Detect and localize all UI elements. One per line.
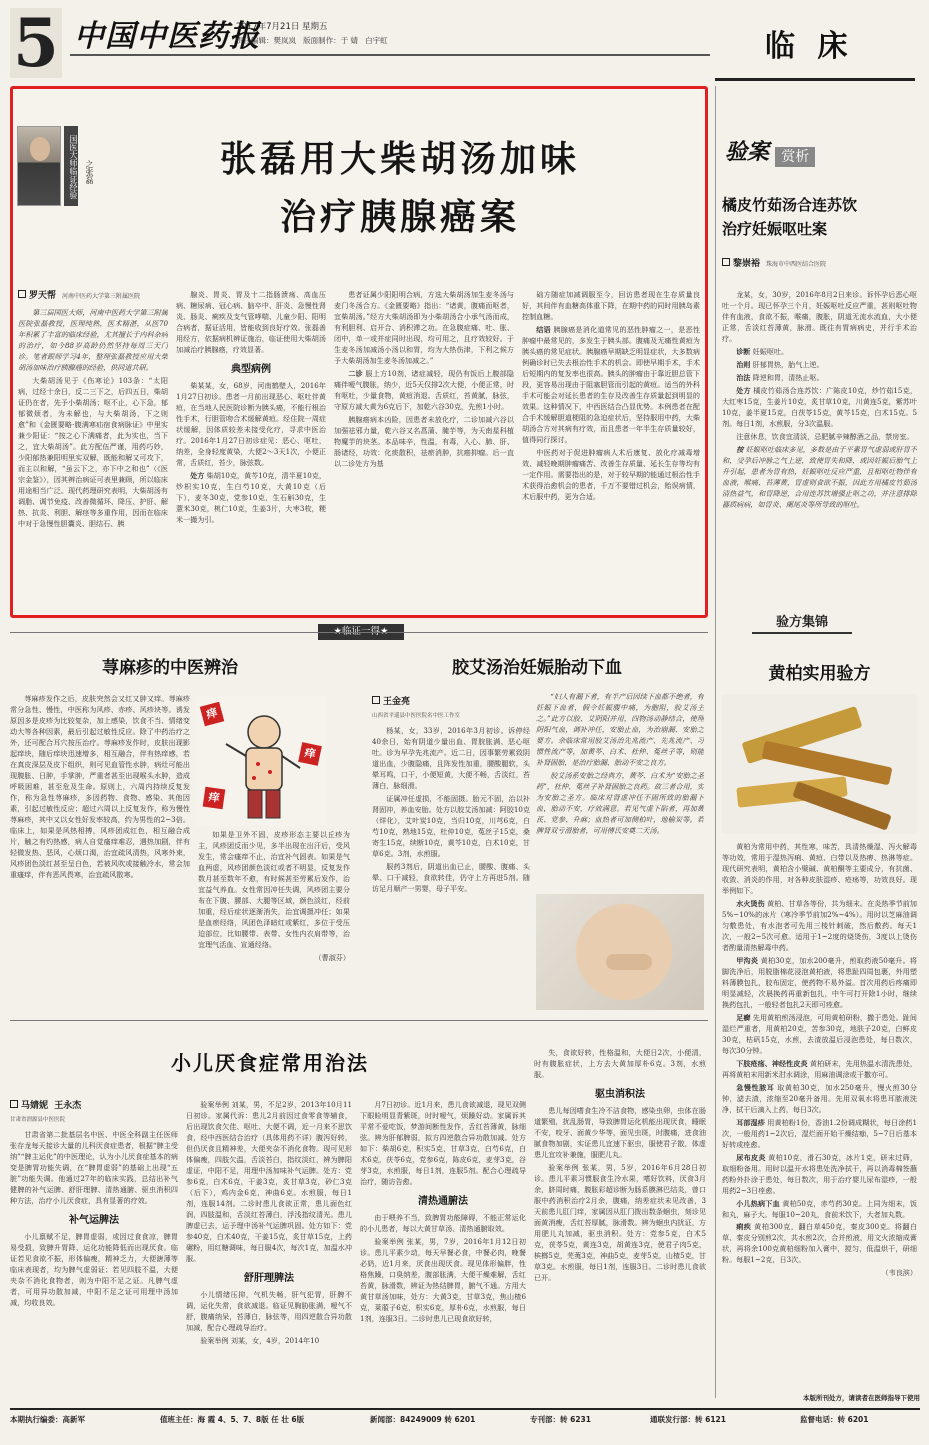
feature-col1 — [18, 376, 168, 612]
byline-box-icon — [372, 696, 380, 704]
itch-label-1: 痒 — [200, 702, 224, 726]
appreciation-title-1: 橘皮竹茹汤合连苏饮 — [722, 196, 858, 214]
byline-box-icon — [722, 258, 730, 266]
formula-item-label: 耳部湿疹 — [736, 1117, 765, 1127]
formula-item-label: 下肢疮疡、神经性皮炎 — [736, 1058, 808, 1068]
aiwei-affiliation: 山西省平遥县中医医院名中医工作室 — [372, 713, 461, 719]
children-author2: 王永杰 — [54, 1101, 82, 1111]
feature-title-line2: 治疗胰腺癌案 — [279, 197, 520, 238]
feature-intro — [18, 308, 168, 374]
formula-item-text: 黄柏30克，加水200毫升，煎取药液50毫升。将脚洗净后，用脱脂棉花浸泡黄柏液，将患趾四周包裹，外用塑料薄膜包扎，胶布固定，使药物不易外溢。首次用药后疼痛即明显减轻，次晨换药再重新包扎，中午可打开除1小时，继续换药包扎，一般轻者包扎2天即可痊愈。 — [722, 955, 917, 1009]
formula-item-text: 黄柏300克，翻白草450克，秦皮300克。将翻白草、秦皮分别煎2次，共水煎2次，合并煎液，用文火浓缩成膏状，再将余100克黄柏细粉加入膏中，搅匀，低温烘干，研细粉。每服1~2克，日3次。 — [722, 1222, 917, 1265]
formula-title: 黄柏实用验方 — [768, 664, 871, 684]
portrait-head — [30, 137, 50, 161]
formula-body — [722, 842, 917, 1394]
rx2-text: 服上方10剂，诸症减轻，现仍有饭后上腹部隐痛伴嗳气腹胀，纳少，近5天仅排2次大便，小便正常，时有呕吐，少量食物，黄疸消退。舌质红，苔黄腻，脉弦，守原方减大黄为6克后下，加乾六谷30克，先煎1小时。 — [334, 368, 514, 411]
method-label: 治法 — [736, 372, 751, 382]
masthead-rule — [70, 54, 710, 56]
byline-box-icon — [18, 290, 26, 298]
aiwei-quote-text: “妇人有漏下者，有半产后因续下血都不绝者，有妊娠下血者，假令妊娠腹中痛，为胞阻，胶艾汤主之。”此方以胶、艾阴阳并用，四物汤动静结合，使理阴阳气血，调补冲任，安胎止血，为治崩漏、安胎之要方。余临床常用胶艾汤治先兆流产、先兆流产、习惯性流产等，加黄芩、白术、杜仲、菟丝子等，则能补肾固胎，是治疗胎漏、胎动不安之良方。 — [536, 692, 704, 767]
aiwei-col1c-text: 服药3剂后，阴道出血已止，腰酸、腹痛、头晕、口干减轻，食欲转佳，仍守上方再进5剂。随访足月顺产一男婴，母子平安。 — [372, 861, 530, 893]
formula-item-text: 取黄柏30克，加水250毫升，慢火煎30分钟，滤去渣，浓缩至20毫升备用。先用双氧水将患耳脓液洗净，拭干后滴入上药，每日3次。 — [722, 1082, 917, 1114]
feature-col4a-text: 础方随症加减调服至今，回访患者现在生存质量良好，其间伴有血糖高体重下降，在期中药的同时用胰岛素控制血糖。 — [522, 290, 700, 321]
feature-author: 罗天帮 — [29, 291, 57, 301]
formula-item-label: 水火烫伤 — [736, 898, 765, 908]
belly-shape — [576, 904, 672, 1000]
pattern-label: 治则 — [736, 359, 751, 369]
appreciation-byline — [722, 258, 912, 272]
footer-mid2: 新闻部：84249009 转 6201 — [370, 1415, 476, 1424]
summary-text: 胰腺癌是消化道常见的恶性肿瘤之一，是恶性肿瘤中最常见的，多发生于胰头部。腹痛及无痛性黄疸为胰头癌的常见症状。胰腺癌早期缺乏明显症状，大多数病例确诊时已失去根治性手术的机会。即使早期手术，手术后短期内的复发率也很高。胰头的肿瘤由于靠近胆总管下段，更容易出现由于阻塞胆管而引起的黄疸。适当的外科手术可能会对延长患者的生存及改善生存质量起到明显的效果。这种情况下，中西医结合凸显优势。本例患者在配合手术缓解胆道梗阻的急迫症状后，坚持服用中药，大柴胡汤合方对其病有疗效，而且患者一年半生存质量较好，值得同行探讨。 — [522, 324, 700, 444]
formula-item-text: 黄柏、甘草各等份，共为细末。在炎热季节前加5%~10%的冰片（寒冷季节前加2%~4%）。用时以芝麻油调匀敷患处，有水泡者可先用三棱针刺破，然后敷药。每天1次，一般2~5次可愈。适用于1~2度的烧烫伤，3度以上烫伤者酌量清热解毒中药。 — [722, 898, 917, 952]
urticaria-col1-text: 荨麻疹发作之后，皮肤突然会又红又肿又痒。荨麻疹常分急性、慢性，中医称为风疹、赤疹、风疹块等。诱发原因多是皮疹为比较复杂，加上感染，饮食不当、情绪变动大等各种因素，最后引起过敏性反应。除了中药治疗之外，还可配合耳穴按压治疗。荨麻疹发作时，皮肤出现影起痒块，随后痒块迅速增多，相互融合，伴有热痒感，若在真皮深层及皮下组织，则可见血管性水肿，病灶可能出现腹胀、日肿，手掌肿，严重者甚至出现喉头水肿，造成呼吸困难，甚至危及生命。原则上，六周内持续反复发作，称为急性荨麻疹，多因药物、食物、感染、其他因素，引起过敏性反应；超过六周以上反复发作，称为慢性荨麻疹，其中又以女性好发率较高，约为男性的2~3倍。临床上，如果是风热相搏，风疹团成红色，相互融合成片，触之有灼热感，病人自觉瘙痒难忍，遇热加剧，伴有轻微发热、恶风，心烦口渴，治宜疏风清热，风寒外束，风疹团色淡红甚至呈白色，若被风吹或接触冷水，常会加重瘙痒，伴有恶风畏寒，治宜疏风散寒。 — [10, 694, 190, 879]
page-number: 5 — [10, 8, 62, 78]
feature-col2b-text: 柴某某，女，68岁，河南鹤壁人，2016年1月27日初诊。患者一月前出现恶心、呕吐伴黄疸，在当地人民医院诊断为胰头癌，不能行根治性手术，行胆管吻合术缓解黄疸。经住院一周症状缓解，因体质较差未接受化疗，寻求中医治疗。2016年1月27日初诊症见：恶心、呕吐，纳差，全身轻度黄染，大便2～3天1次，小便正常，舌质红，苔少，脉弦数。 — [176, 381, 326, 468]
urticaria-col2-text: 如果是卫外不固，皮疹形态主要以丘疹为主，风疹团反而少见，多半出现在出汗后，受风发生，常会瘙痒不止，治宜补气固表。如果是气血两虚，风疹团颜色淡红或者不明显，反复发作数月甚至数年不愈，有时候甚至劳累后发作，治宜益气养血。女性常因冲任失调，风疹团主要分布在下腹、腰部、大腿等区域，颜色淡红，经前加重，经后症状逐渐消失，治宜调摄冲任；如果是血瘀经络，风团色泽暗红或紫红，多位于受压迫部位，比如腰带、表带、女性内衣肩带等，治宜理气活血、宣通经络。 — [198, 830, 350, 949]
appreciation-header — [725, 136, 915, 166]
column-tag: 国医大师临证经验 — [64, 126, 78, 206]
children-h4: 驱虫消积法 — [595, 1088, 645, 1100]
urticaria-col1 — [10, 694, 190, 1010]
children-h1: 补气运脾法 — [69, 1214, 119, 1226]
children-h2: 舒肝理脾法 — [244, 1272, 294, 1284]
appreciation-body1: 龙某，女，30岁，2016年8月2日来诊。诉怀孕后恶心呕吐一个月。现已怀孕三个月，妊娠呕吐反应严重，甚则呕吐物伴有血液，食欲不振，喉痛，腹胀，阴道无流水流血，大小便正常，舌淡红苔薄黄，脉滑。既往有胃病病史，并行手术治疗。 — [722, 290, 917, 343]
formula-item-text: 先用黄柏煎汤浸泡，可用黄柏研粉，撒于患处。趾间湿烂严重者，用黄柏20克，苦参30克，地肤子20克，白鲜皮30克，枯矾15克，水煎，去渣放温后浸泡患处，每日数次，每次30分钟。 — [722, 1012, 917, 1055]
footer-mid4: 通联发行部：转 6121 — [650, 1415, 726, 1424]
formula-item-text: 用黄柏粉1份，香油1.2份调成糊状，每日涂药1次，一般用药1~2次后，湿烂面开始干燥结痂，5~7日后基本好转或痊愈。 — [722, 1117, 917, 1149]
diag-label: 诊断 — [736, 346, 751, 356]
aiwei-quote — [536, 692, 704, 890]
footer-mid3: 专刊部：转 6231 — [530, 1415, 591, 1424]
feature-title-line1: 张磊用大柴胡汤加味 — [219, 139, 580, 180]
feature-col4 — [522, 290, 700, 612]
formula-item-label: 小儿热病下血 — [736, 1198, 780, 1208]
analysis-label: 按 — [736, 444, 744, 454]
appreciation-author: 黎崇裕 — [733, 259, 761, 269]
pattern-text: 肝郁胃热，胎气上逆。 — [752, 359, 824, 369]
children-p3: 由于喂养不当，致脾胃功能障碍，不能正常运化的小儿患者，每以大黄甘草汤、清热通腑取效。 — [360, 1213, 526, 1234]
formula-item-label: 痢疾 — [736, 1222, 752, 1232]
rx-text: 橘皮竹茹汤合连苏饮：广陈皮10克，炒竹茹15克，大红枣15克，生姜片10克，炙甘草10克，川黄连5克，紫苏叶10克，姜半夏15克，白茯苓15克，黄芩15克，白术15克。5剂。每日1剂，水煎服，分3次温服。 — [722, 385, 917, 428]
appreciation-header-label2: 赏析 — [775, 147, 815, 167]
children-h3: 清热通腑法 — [418, 1195, 468, 1207]
children-title: 小儿厌食症常用治法 — [171, 1051, 369, 1075]
author-photo — [17, 126, 61, 206]
children-col4 — [534, 1048, 706, 1398]
children-p2: 小儿情绪压抑，气机失畅，肝气犯胃，肝脾不调，运化失常，食欲减退。临证见胸胁胀满，嗳气不舒，腹痛纳呆，苔薄白，脉弦等，用四逆散合异功散加减，配合心理疏导治疗。 — [186, 1290, 352, 1333]
byline-box-icon — [10, 1100, 18, 1108]
feature-col4b-text: 中医药对于促进肿瘤病人术后康复、放化疗减毒增效、减轻晚期肿瘤痛苦、改善生存质量、延长生存等均有一定作用。需要指出的是，对于较早期的能通过根治性手术获得治愈机会的患者，千万不要错过机会，贻误病情，术后服中药，更为合适。 — [522, 447, 700, 501]
formula-item-label: 尿布皮炎 — [736, 1152, 766, 1162]
huangbai-photo — [722, 694, 917, 834]
urticaria-title: 荨麻疹的中医辨治 — [102, 658, 238, 678]
column-person: 之张磊 — [85, 160, 94, 184]
children-col3 — [360, 1100, 526, 1398]
formula-intro: 黄柏为常用中药，其性寒，味苦，具清热燥湿、泻火解毒等功效，常用于湿热泻痢、黄疸、白带以及热痹、热淋等症。现代研究表明，黄柏含小檗碱、黄柏酮等主要成分，有抗菌、收敛、消炎的作用，对各种皮肤湿疹、疮疡等，功效良好。现举例如下。 — [722, 842, 917, 895]
method-text: 降逆和胃，清热止呕。 — [752, 372, 824, 382]
aiwei-quote2-text: 胶艾汤系安胎之经典方，黄芩、白术为“安胎之圣药”，杜仲、菟丝子补肾固胎之良药。故三者合用，实为安胎之圣方。临床对肾虚冲任不固所致的胎漏下血，胎动不安，疗效满意。若见气虚下陷者，再加黄芪、党参、升麻；血热者可加侧柏叶，地榆炭等。若脾肾双亏滑胎者，可用傅氏安奠二天汤。 — [536, 770, 704, 835]
editor-line: 责任编辑：樊岚岚 版面制作：于 婧 白宇虹 — [236, 36, 388, 45]
children-col1 — [10, 1130, 178, 1398]
children-col4a: 失，食欲好转，性格温和，大便日2次，小便清，时有腹胀症状，上方去大黄加厚朴6克。3剂，水煎服。 — [534, 1048, 706, 1079]
children-p4b: 验案举例 张某，男，5岁，2016年6月28日初诊。患儿平素习惯服食生冷水果，嗜好饮料，厌食3月余，脐周时痛，腹胀彩超诊断为肠系膜淋巴结炎，曾口服中药消积治疗2月余，腹痛，纳差症状未见改善，3天前患儿肛门痒，家属因从肛门拨出数条蛔虫，刻诊见面黄消瘦，舌红苔厚腻，脉滑数。辨为蛔虫内扰证，方用肥儿丸加减，驱虫消积。处方：党参5克，白术5克，茯苓5克，黄连3克，胡黄连3克，使君子肉5克，槟榔5克，芜荑3克，神曲5克，麦芽5克，山楂5克，甘草3克。水煎服，每日1剂，连服3日。二诊时患儿食欲已开。 — [534, 1163, 706, 1283]
feature-col3 — [334, 290, 514, 612]
feature-affiliation: 河南中医药大学第三附属医院 — [62, 293, 141, 300]
itch-illustration — [196, 696, 326, 826]
appreciation-body — [722, 290, 917, 618]
footer-rule — [10, 1408, 920, 1410]
aiwei-col1 — [372, 726, 530, 1002]
aiwei-title: 胶艾汤治妊娠胎动下血 — [452, 658, 622, 678]
formula-item-text: 黄柏研末，先用热温水清洗患处，再将黄柏末用新米泔水调涂，用麻油调涂或干撒亦可。 — [722, 1058, 917, 1079]
disclaimer: 本版所刊处方，请读者在医师指导下使用 — [803, 1394, 920, 1402]
aiwei-author: 王金亮 — [383, 697, 411, 707]
appreciation-header-label: 验案 — [725, 139, 770, 165]
formula-item-label: 足癣 — [736, 1012, 751, 1022]
formula-item-text: 黄柏10克，滑石30克，冰片1克，研末过筛，取细粉备用。用时以温开水将患处洗净拭干，再以消毒棉签蘸药粉外扑涂于患处，每日数次，用于治疗婴儿尿布湿疹，一般用药2~3日痊愈。 — [722, 1152, 917, 1195]
masthead — [0, 0, 929, 82]
footer-right: 监督电话：转 6201 — [800, 1415, 869, 1424]
feature-col3b-text: 胰腺癌病本凶险，因患者未放化疗，二诊加减六谷以加强祛邪力量，乾六谷又名菖蒲、腌芋等，为天南星科植物魔芋的块茎。本品味辛，性温，有毒，入心、肺、肝、肠诸经，功效：化痰散积，祛瘀消肿，抗癌抑瘤。后一直以二诊处方为基 — [334, 414, 514, 468]
itch-label-3: 痒 — [203, 787, 226, 810]
paper-name: 中国中医药报 — [74, 19, 260, 54]
column-divider — [715, 86, 716, 1398]
mid-section-rule — [10, 1020, 708, 1021]
feature-col1-text: 大柴胡汤见于《伤寒论》103条：“太阳病，过经十余日，反二三下之，后四五日，柴胡证仍在者，先予小柴胡汤；呕不止，心下急，郁郁微烦者，为未解也，与大柴胡汤，下之则愈”和《金匮要略·腹满寒疝宿食病脉证》中里实兼少阳证：“按之心下满痛者，此为实也，当下之，宜大柴胡汤”。此方配伍严谨，用药巧妙，少阳郁热兼阳明里实双解，既能和解又可攻下，而主以和解，“虽云下之，亦下中之和也”（《医宗金鉴》），因其辨治病证可表里兼顾，所以临床用途相当广泛。现代药理研究表明，大柴胡汤有调脂、调节免疫、改善微循环、降压、护肝、解热、抗炎、利胆、解痉等多重作用，因而在临床中对于急慢性胆囊炎、胆结石、胰 — [18, 376, 168, 528]
feature-col3a-text: 患者证属少阳阳明合病，方选大柴胡汤加生麦冬汤与麦门冬汤合方。《金匮要略》指出：“诸黄，腹痛而呕者，宜柴胡汤。”经方大柴胡汤即为小柴胡汤合小承气汤而成，有利胆利、启开合、消积滞之功。在急腹症痛、吐、胀、闭中，单一或并症同时出现，均可用之，且疗效较好。于生麦冬汤加减汤小汤以和胃，均为大热伤津，下利之候方予大柴胡汤加生麦冬汤加减之。” — [334, 290, 514, 365]
urticaria-author-sign: （曹淑芬） — [314, 952, 350, 962]
rx1-label: 处方 — [190, 471, 205, 481]
banner-rule — [10, 632, 708, 633]
formula-author-sign: （韦良滨） — [881, 1268, 917, 1278]
footer — [10, 1414, 920, 1430]
date: 2017年7月21日 星期五 — [236, 22, 328, 32]
feature-col2 — [176, 290, 326, 612]
pregnancy-photo — [536, 894, 704, 1010]
rx-label: 处方 — [736, 385, 751, 395]
children-col2 — [186, 1100, 352, 1398]
feature-intro-text: 第三届国医大师，河南中医药大学第三附属医院张磊教授，医理纯熟，医术精湛，从医70年积累了丰富的临床经验，尤其擅长于内科杂病的治疗，如今88岁高龄仍然坚持每周三天门诊。笔者跟师学习4年，整理张磊教授应用大柴胡汤加味治疗胰腺癌的经验，供同道共研。 — [18, 308, 168, 372]
children-col2-text: 验案举例 刘某，男，不足2岁，2013年10月11日初诊。家属代诉：患儿2月前因过食零食等辅食，后出现饮食欠佳、呕吐、大便不调，近一月来不思饮食，经中西医结合治疗（具体用药不详）腹泻好转，但仍厌食且精神差，大便夹杂不消化食物。现可见形体偏瘦，四肢欠温，舌淡苔白，指纹淡红，辨为脾阳虚证，中阳不足，用理中汤加味补气运脾。处方：党参6克，白术6克，干姜3克，炙甘草3克，砂仁3克（后下），鸡内金6克，神曲6克。水煎服，每日1剂，连服14剂。二诊时患儿食欲正常，患儿面色红润，四肢温和，舌淡红苔薄白，浮浅指纹清光。患儿脾虚已去，运予理中汤补气运脾巩固。处方如下：党参40克，白术40克，干姜15克，炙甘草15克，上药碾粉，用红糖调味，每日服4次，每次1克，加温水冲服。 — [186, 1100, 352, 1263]
formula-item-text: 黄柏50克，赤芍药30克。上同为细末，饭和丸，麻子大。每服10~20丸，食前米饮下，大者加丸数。 — [722, 1198, 917, 1219]
children-author1: 马婧妮 — [21, 1101, 49, 1111]
children-p2b: 验案举例 刘某，女，4岁，2014年10 — [200, 1336, 320, 1346]
formula-item-label: 甲沟炎 — [736, 955, 759, 965]
section-rule — [715, 78, 915, 81]
appreciation-note: 注意休息，饮食宜清淡，忌肥腻辛辣醇酒之品，禁房室。 — [736, 431, 914, 441]
rx1-text: 柴胡10克，黄芩10克，清半夏10克，炒枳实10克，生白芍10克，大黄10克（后下），麦冬30克，党参10克，生石斛30克，生薏米30克，桃仁10克，生姜3片，大枣3枚，粳米一撮为引。 — [176, 471, 326, 525]
children-intro: 甘肃省第二批基层名中医、中医全科副主任医师张存龙每天接诊大量的儿科厌食症患者，根据“脾主受纳”“脾主运化”的中医理论，认为小儿厌食症基本的病变是脾胃功能失调，在“脾胃虚弱”的基础上出现“五脏”功能失调。他通过27年的临床实践，总结出补气健脾的补气运脾、舒肝理脾、清热通腑、驱虫消积四种方法，治疗小儿厌食症，具有显著的疗效。 — [10, 1130, 178, 1205]
children-p3b: 验案举例 张某，男，7岁，2016年1月12日初诊。患儿平素少动，每天早餐必食，中餐必肉，晚餐必奶，近1月来，厌食出现厌食。现见体形偏胖，性格焦躁，口臭纳差，腹部胀满，大便干燥难解，舌红苔黄，脉滑数，辨证为热结脾胃，腑气不通。方用大黄甘草汤加味，处方：大黄3克，甘草3克，焦山楂6克，莱菔子6克，枳实6克，厚朴6克，水煎服，每日1剂，连服3日。二诊时患儿已现食欲好转， — [360, 1237, 526, 1324]
analysis-text: 妊娠呕吐临床多见，多数是由于平素胃气虚弱或肝胃不和，受孕后冲脉之气上逆，致使胃失和降，或因妊娠后胎气上升引起，患者为胃有热，妊娠呕吐反应严重，且相呕吐物伴有血液，喉痛、苔薄黄，胃虚则食欲不振，因此方用橘皮竹茹汤清热益气，和胃降逆，合用连苏饮增强止呕之功，并注意排除器质病病，如胃炎、阑尾炎等所导致的呕吐。 — [722, 444, 917, 509]
aiwei-byline — [372, 696, 532, 710]
footer-mid1: 值班主任：海 霞 4、5、7、8版 任 壮 6版 — [160, 1415, 305, 1424]
aiwei-col1-text: 杨某，女，33岁，2016年3月初诊。诉停经40余日，始有阴道少量出血、胃脘胀满、恶心呕吐。诊为早孕先兆流产。近二日，因事繁劳累致阴道出血，少腹隐痛，且阵发性加重，腰酸腿软，头晕耳鸣，口干，小便短黄，大便不畅，舌淡红，苔薄白，脉细滑。 — [372, 726, 530, 790]
summary-label: 结语 — [536, 324, 551, 334]
feature-col2a-text: 腺炎、胃炎、胃及十二指肠溃疡、高血压病、糖尿病、冠心病、脑卒中、肝炎、急慢性肾炎、肠炎、痢疾及支气管哮喘、儿童少阳、阳明合病者，据证活用，皆能收到良好疗效。张磊善用经方，依据病机辨证施治，临证使用大柴胡汤加减治疗胰腺癌，疗效显著。 — [176, 290, 326, 354]
hand-shape — [606, 954, 652, 970]
case-heading: 典型病例 — [231, 363, 271, 375]
section-title: 临 床 — [765, 29, 854, 64]
children-p1: 小儿禀赋不足，脾胃虚弱，或因过食食凉，脾胃易受损，致脾升胃降、运化功能降低而出现厌食。临证若见食欲不振，形体偏瘦，精神乏力，大便溏薄等临床表现者，均为脾气虚弱证；若见四肢不温，大便夹杂不消化食物者，则为中阳不足之证。凡脾气虚者，可用异功散加减，中阳不足之证可用理中汤加减，均收良效。 — [10, 1232, 178, 1308]
diag-text: 妊娠呕吐。 — [752, 346, 789, 356]
children-col3-text: 月7日初诊。近1月来，患儿食欲减退，现见双侧下眼睑明显青紫斑，时时嗳气，烦躁好动。家属诉其平常不爱吃饭，梦游间断性发作，舌红苔薄黄，脉细弦。辨为肝郁脾弱，拟方四逆散合异功散加减。处方如下：柴胡6克，积实5克，甘草3克，白芍6克，白术6克，茯苓6克，党参6克，陈皮6克，麦芽3克，谷芽3克，水煎服，每日1剂，连服5剂。配合心理疏导治疗，随访告愈。 — [360, 1100, 526, 1186]
rx2-label: 二诊 — [348, 368, 363, 378]
footer-left: 本期执行编委：高新军 — [10, 1415, 85, 1424]
appreciation-affiliation: 珠海市中西医结合医院 — [766, 261, 827, 268]
children-byline — [10, 1100, 170, 1114]
urticaria-col2 — [198, 830, 350, 1010]
children-p4: 患儿每因嗜食生冷不洁食物，感染虫卵，虫体在肠道繁殖，扰乱肠胃，导致脾胃运化机能出现厌食，睡眠不安，咬牙、面黄少华等，面见虫斑，时腹痛，进食油腻食物加剧，实证患儿宜速下驱虫，服使君子散，体虚患儿宜攻补兼施，服肥儿丸。 — [534, 1106, 706, 1160]
itch-label-2: 痒 — [298, 742, 322, 766]
appreciation-title-2: 治疗妊娠呕吐案 — [722, 220, 828, 238]
aiwei-col1b-text: 证属冲任虚损，不能固摄。胎元不固，治以补肾固冲，养血安胎。处方以胶艾汤加减：阿胶10克（烊化），艾叶炭10克，当归10克，川芎6克，白芍10克，熟地15克，杜仲10克，菟丝子15克，桑寄生15克，续断10克，黄芩10克，白术10克，甘草6克。3剂，水煎服。 — [372, 793, 530, 858]
formula-item-label: 急慢性脓耳 — [736, 1082, 775, 1092]
formula-header: 验方集锦 — [752, 612, 852, 634]
children-affiliation: 甘肃省渭源县中医医院 — [10, 1117, 66, 1123]
